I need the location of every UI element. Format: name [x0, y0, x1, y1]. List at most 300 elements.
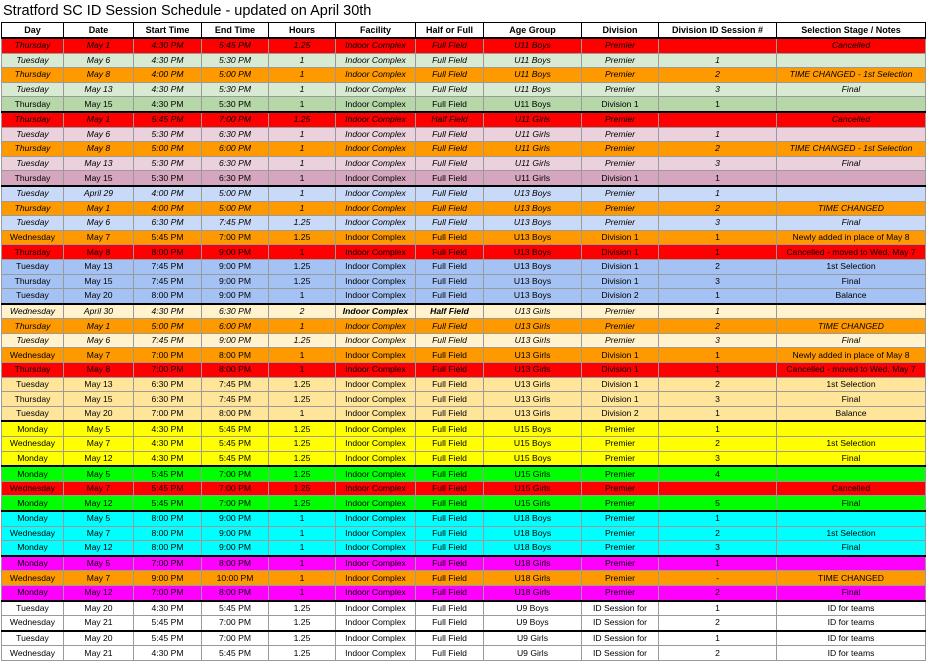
cell-age-group[interactable]: U13 Boys: [484, 245, 582, 260]
cell-facility[interactable]: Indoor Complex: [336, 646, 416, 661]
header-division[interactable]: Division: [582, 23, 659, 39]
cell-day[interactable]: Thursday: [2, 245, 64, 260]
cell-facility[interactable]: Indoor Complex: [336, 82, 416, 97]
cell-half-or-full[interactable]: Full Field: [416, 319, 484, 334]
cell-day[interactable]: Tuesday: [2, 377, 64, 392]
cell-half-or-full[interactable]: Full Field: [416, 171, 484, 186]
cell-end-time[interactable]: 9:00 PM: [202, 259, 269, 274]
cell-hours[interactable]: 1.25: [269, 38, 336, 53]
cell-day[interactable]: Tuesday: [2, 259, 64, 274]
cell-date[interactable]: May 7: [64, 230, 134, 245]
cell-division[interactable]: Premier: [582, 142, 659, 157]
cell-start-time[interactable]: 4:00 PM: [134, 68, 202, 83]
cell-division[interactable]: Premier: [582, 556, 659, 571]
cell-hours[interactable]: 1.25: [269, 274, 336, 289]
cell-division[interactable]: Premier: [582, 437, 659, 452]
cell-notes[interactable]: Final: [777, 496, 926, 511]
cell-end-time[interactable]: 7:00 PM: [202, 230, 269, 245]
cell-end-time[interactable]: 5:45 PM: [202, 601, 269, 616]
cell-hours[interactable]: 1.25: [269, 333, 336, 348]
cell-end-time[interactable]: 7:45 PM: [202, 392, 269, 407]
cell-end-time[interactable]: 5:00 PM: [202, 68, 269, 83]
cell-date[interactable]: May 7: [64, 481, 134, 496]
cell-date[interactable]: May 20: [64, 601, 134, 616]
cell-end-time[interactable]: 5:45 PM: [202, 38, 269, 53]
header-day[interactable]: Day: [2, 23, 64, 39]
cell-age-group[interactable]: U13 Boys: [484, 186, 582, 201]
cell-session-number[interactable]: 5: [659, 496, 777, 511]
cell-day[interactable]: Thursday: [2, 112, 64, 127]
cell-division[interactable]: Premier: [582, 201, 659, 216]
header-session-number[interactable]: Division ID Session #: [659, 23, 777, 39]
cell-hours[interactable]: 1.25: [269, 646, 336, 661]
cell-facility[interactable]: Indoor Complex: [336, 541, 416, 556]
cell-facility[interactable]: Indoor Complex: [336, 601, 416, 616]
cell-day[interactable]: Tuesday: [2, 82, 64, 97]
cell-half-or-full[interactable]: Full Field: [416, 38, 484, 53]
cell-age-group[interactable]: U11 Girls: [484, 142, 582, 157]
cell-notes[interactable]: [777, 171, 926, 186]
cell-end-time[interactable]: 5:45 PM: [202, 421, 269, 436]
cell-half-or-full[interactable]: Full Field: [416, 392, 484, 407]
cell-session-number[interactable]: 2: [659, 377, 777, 392]
cell-date[interactable]: May 1: [64, 201, 134, 216]
cell-half-or-full[interactable]: Full Field: [416, 571, 484, 586]
cell-session-number[interactable]: 1: [659, 245, 777, 260]
cell-start-time[interactable]: 5:30 PM: [134, 171, 202, 186]
cell-end-time[interactable]: 8:00 PM: [202, 348, 269, 363]
header-age-group[interactable]: Age Group: [484, 23, 582, 39]
cell-half-or-full[interactable]: Full Field: [416, 348, 484, 363]
cell-half-or-full[interactable]: Full Field: [416, 437, 484, 452]
cell-hours[interactable]: 1.25: [269, 421, 336, 436]
cell-session-number[interactable]: 1: [659, 511, 777, 526]
cell-hours[interactable]: 1.25: [269, 616, 336, 631]
cell-notes[interactable]: 1st Selection: [777, 526, 926, 541]
cell-session-number[interactable]: 1: [659, 363, 777, 378]
cell-session-number[interactable]: 1: [659, 304, 777, 319]
cell-facility[interactable]: Indoor Complex: [336, 511, 416, 526]
cell-age-group[interactable]: U13 Girls: [484, 348, 582, 363]
cell-age-group[interactable]: U9 Boys: [484, 601, 582, 616]
cell-facility[interactable]: Indoor Complex: [336, 245, 416, 260]
cell-day[interactable]: Tuesday: [2, 406, 64, 421]
cell-end-time[interactable]: 6:00 PM: [202, 142, 269, 157]
cell-division[interactable]: Division 1: [582, 377, 659, 392]
cell-hours[interactable]: 1: [269, 585, 336, 600]
cell-day[interactable]: Thursday: [2, 142, 64, 157]
cell-end-time[interactable]: 8:00 PM: [202, 556, 269, 571]
cell-facility[interactable]: Indoor Complex: [336, 481, 416, 496]
cell-hours[interactable]: 1: [269, 186, 336, 201]
cell-session-number[interactable]: 3: [659, 274, 777, 289]
cell-date[interactable]: May 6: [64, 53, 134, 68]
cell-half-or-full[interactable]: Full Field: [416, 142, 484, 157]
cell-session-number[interactable]: 4: [659, 466, 777, 481]
cell-day[interactable]: Monday: [2, 451, 64, 466]
cell-hours[interactable]: 1: [269, 127, 336, 142]
cell-session-number[interactable]: 1: [659, 289, 777, 304]
cell-age-group[interactable]: U13 Girls: [484, 333, 582, 348]
cell-start-time[interactable]: 4:30 PM: [134, 451, 202, 466]
cell-day[interactable]: Thursday: [2, 392, 64, 407]
cell-age-group[interactable]: U15 Girls: [484, 496, 582, 511]
cell-day[interactable]: Thursday: [2, 97, 64, 112]
cell-hours[interactable]: 1: [269, 556, 336, 571]
cell-hours[interactable]: 1: [269, 511, 336, 526]
cell-start-time[interactable]: 5:45 PM: [134, 112, 202, 127]
cell-half-or-full[interactable]: Full Field: [416, 585, 484, 600]
cell-age-group[interactable]: U11 Boys: [484, 53, 582, 68]
cell-start-time[interactable]: 4:30 PM: [134, 97, 202, 112]
cell-notes[interactable]: Final: [777, 82, 926, 97]
cell-start-time[interactable]: 8:00 PM: [134, 511, 202, 526]
cell-hours[interactable]: 1: [269, 571, 336, 586]
cell-notes[interactable]: [777, 53, 926, 68]
cell-notes[interactable]: Final: [777, 541, 926, 556]
cell-end-time[interactable]: 6:00 PM: [202, 319, 269, 334]
cell-age-group[interactable]: U15 Boys: [484, 437, 582, 452]
cell-facility[interactable]: Indoor Complex: [336, 127, 416, 142]
cell-date[interactable]: May 12: [64, 585, 134, 600]
cell-age-group[interactable]: U13 Girls: [484, 377, 582, 392]
cell-half-or-full[interactable]: Full Field: [416, 97, 484, 112]
cell-facility[interactable]: Indoor Complex: [336, 466, 416, 481]
cell-session-number[interactable]: 2: [659, 259, 777, 274]
cell-age-group[interactable]: U18 Boys: [484, 526, 582, 541]
cell-hours[interactable]: 1: [269, 541, 336, 556]
cell-division[interactable]: Premier: [582, 571, 659, 586]
cell-end-time[interactable]: 5:45 PM: [202, 451, 269, 466]
cell-date[interactable]: May 7: [64, 437, 134, 452]
cell-notes[interactable]: Final: [777, 333, 926, 348]
cell-division[interactable]: Premier: [582, 38, 659, 53]
cell-division[interactable]: Premier: [582, 216, 659, 231]
cell-notes[interactable]: ID for teams: [777, 601, 926, 616]
cell-hours[interactable]: 1.25: [269, 631, 336, 646]
cell-end-time[interactable]: 5:30 PM: [202, 82, 269, 97]
cell-division[interactable]: ID Session for: [582, 646, 659, 661]
cell-start-time[interactable]: 4:30 PM: [134, 53, 202, 68]
cell-end-time[interactable]: 9:00 PM: [202, 541, 269, 556]
cell-notes[interactable]: [777, 304, 926, 319]
cell-end-time[interactable]: 7:45 PM: [202, 377, 269, 392]
cell-day[interactable]: Monday: [2, 466, 64, 481]
cell-hours[interactable]: 1.25: [269, 481, 336, 496]
cell-age-group[interactable]: U13 Boys: [484, 274, 582, 289]
cell-division[interactable]: Premier: [582, 481, 659, 496]
cell-start-time[interactable]: 5:45 PM: [134, 616, 202, 631]
cell-facility[interactable]: Indoor Complex: [336, 171, 416, 186]
cell-start-time[interactable]: 5:45 PM: [134, 230, 202, 245]
cell-start-time[interactable]: 7:00 PM: [134, 556, 202, 571]
cell-notes[interactable]: Cancelled: [777, 38, 926, 53]
cell-division[interactable]: Premier: [582, 68, 659, 83]
cell-notes[interactable]: Final: [777, 274, 926, 289]
cell-end-time[interactable]: 6:30 PM: [202, 156, 269, 171]
cell-hours[interactable]: 1.25: [269, 466, 336, 481]
cell-session-number[interactable]: 3: [659, 541, 777, 556]
cell-start-time[interactable]: 6:30 PM: [134, 216, 202, 231]
cell-end-time[interactable]: 7:00 PM: [202, 112, 269, 127]
cell-half-or-full[interactable]: Full Field: [416, 526, 484, 541]
cell-notes[interactable]: TIME CHANGED: [777, 319, 926, 334]
cell-half-or-full[interactable]: Full Field: [416, 363, 484, 378]
cell-hours[interactable]: 1: [269, 526, 336, 541]
cell-age-group[interactable]: U15 Girls: [484, 481, 582, 496]
cell-facility[interactable]: Indoor Complex: [336, 631, 416, 646]
cell-division[interactable]: Premier: [582, 541, 659, 556]
header-notes[interactable]: Selection Stage / Notes: [777, 23, 926, 39]
cell-session-number[interactable]: 2: [659, 142, 777, 157]
cell-session-number[interactable]: 2: [659, 526, 777, 541]
cell-hours[interactable]: 1: [269, 245, 336, 260]
cell-date[interactable]: May 5: [64, 556, 134, 571]
cell-session-number[interactable]: 1: [659, 186, 777, 201]
cell-date[interactable]: April 29: [64, 186, 134, 201]
cell-division[interactable]: ID Session for: [582, 631, 659, 646]
cell-notes[interactable]: 1st Selection: [777, 377, 926, 392]
cell-date[interactable]: May 7: [64, 571, 134, 586]
cell-end-time[interactable]: 9:00 PM: [202, 526, 269, 541]
cell-hours[interactable]: 1: [269, 97, 336, 112]
cell-day[interactable]: Monday: [2, 541, 64, 556]
cell-day[interactable]: Tuesday: [2, 156, 64, 171]
cell-hours[interactable]: 1.25: [269, 496, 336, 511]
cell-age-group[interactable]: U11 Girls: [484, 112, 582, 127]
cell-division[interactable]: Premier: [582, 156, 659, 171]
cell-day[interactable]: Wednesday: [2, 646, 64, 661]
cell-notes[interactable]: [777, 127, 926, 142]
cell-age-group[interactable]: U15 Boys: [484, 451, 582, 466]
cell-date[interactable]: May 6: [64, 216, 134, 231]
cell-facility[interactable]: Indoor Complex: [336, 186, 416, 201]
cell-half-or-full[interactable]: Full Field: [416, 646, 484, 661]
cell-end-time[interactable]: 6:30 PM: [202, 304, 269, 319]
cell-notes[interactable]: TIME CHANGED - 1st Selection: [777, 68, 926, 83]
cell-half-or-full[interactable]: Full Field: [416, 274, 484, 289]
cell-half-or-full[interactable]: Full Field: [416, 289, 484, 304]
cell-facility[interactable]: Indoor Complex: [336, 230, 416, 245]
cell-start-time[interactable]: 5:30 PM: [134, 127, 202, 142]
cell-date[interactable]: May 5: [64, 421, 134, 436]
header-hours[interactable]: Hours: [269, 23, 336, 39]
cell-facility[interactable]: Indoor Complex: [336, 392, 416, 407]
cell-half-or-full[interactable]: Full Field: [416, 466, 484, 481]
cell-facility[interactable]: Indoor Complex: [336, 274, 416, 289]
cell-division[interactable]: ID Session for: [582, 601, 659, 616]
cell-facility[interactable]: Indoor Complex: [336, 526, 416, 541]
cell-notes[interactable]: Final: [777, 216, 926, 231]
cell-day[interactable]: Monday: [2, 511, 64, 526]
cell-hours[interactable]: 1.25: [269, 437, 336, 452]
cell-day[interactable]: Tuesday: [2, 631, 64, 646]
cell-hours[interactable]: 1: [269, 319, 336, 334]
cell-half-or-full[interactable]: Full Field: [416, 481, 484, 496]
cell-date[interactable]: May 1: [64, 112, 134, 127]
cell-end-time[interactable]: 6:30 PM: [202, 127, 269, 142]
cell-half-or-full[interactable]: Full Field: [416, 53, 484, 68]
cell-facility[interactable]: Indoor Complex: [336, 216, 416, 231]
cell-session-number[interactable]: 1: [659, 127, 777, 142]
cell-notes[interactable]: [777, 556, 926, 571]
cell-hours[interactable]: 1.25: [269, 259, 336, 274]
cell-hours[interactable]: 1: [269, 171, 336, 186]
cell-day[interactable]: Tuesday: [2, 216, 64, 231]
cell-start-time[interactable]: 8:00 PM: [134, 526, 202, 541]
cell-hours[interactable]: 1: [269, 82, 336, 97]
cell-division[interactable]: Division 2: [582, 406, 659, 421]
cell-start-time[interactable]: 5:45 PM: [134, 481, 202, 496]
cell-date[interactable]: May 20: [64, 406, 134, 421]
cell-age-group[interactable]: U13 Girls: [484, 406, 582, 421]
cell-end-time[interactable]: 8:00 PM: [202, 585, 269, 600]
cell-date[interactable]: May 21: [64, 646, 134, 661]
cell-date[interactable]: May 12: [64, 541, 134, 556]
cell-day[interactable]: Tuesday: [2, 601, 64, 616]
cell-division[interactable]: Premier: [582, 496, 659, 511]
cell-start-time[interactable]: 5:45 PM: [134, 466, 202, 481]
cell-date[interactable]: May 13: [64, 259, 134, 274]
cell-age-group[interactable]: U11 Boys: [484, 68, 582, 83]
cell-division[interactable]: Premier: [582, 319, 659, 334]
cell-start-time[interactable]: 5:30 PM: [134, 156, 202, 171]
cell-hours[interactable]: 1: [269, 68, 336, 83]
cell-day[interactable]: Wednesday: [2, 304, 64, 319]
cell-notes[interactable]: Final: [777, 451, 926, 466]
cell-date[interactable]: May 15: [64, 171, 134, 186]
cell-session-number[interactable]: [659, 481, 777, 496]
cell-facility[interactable]: Indoor Complex: [336, 451, 416, 466]
cell-division[interactable]: Premier: [582, 112, 659, 127]
cell-date[interactable]: May 6: [64, 127, 134, 142]
cell-half-or-full[interactable]: Full Field: [416, 541, 484, 556]
cell-half-or-full[interactable]: Full Field: [416, 511, 484, 526]
cell-facility[interactable]: Indoor Complex: [336, 304, 416, 319]
cell-session-number[interactable]: [659, 112, 777, 127]
cell-session-number[interactable]: [659, 38, 777, 53]
cell-date[interactable]: May 15: [64, 392, 134, 407]
cell-end-time[interactable]: 9:00 PM: [202, 245, 269, 260]
cell-session-number[interactable]: 3: [659, 392, 777, 407]
cell-end-time[interactable]: 5:00 PM: [202, 201, 269, 216]
cell-session-number[interactable]: -: [659, 571, 777, 586]
cell-end-time[interactable]: 7:00 PM: [202, 616, 269, 631]
cell-session-number[interactable]: 1: [659, 601, 777, 616]
header-date[interactable]: Date: [64, 23, 134, 39]
cell-date[interactable]: May 1: [64, 38, 134, 53]
cell-day[interactable]: Monday: [2, 585, 64, 600]
cell-start-time[interactable]: 4:00 PM: [134, 201, 202, 216]
cell-notes[interactable]: TIME CHANGED: [777, 571, 926, 586]
cell-age-group[interactable]: U9 Girls: [484, 631, 582, 646]
cell-day[interactable]: Thursday: [2, 68, 64, 83]
cell-day[interactable]: Wednesday: [2, 571, 64, 586]
cell-division[interactable]: Premier: [582, 333, 659, 348]
cell-date[interactable]: May 8: [64, 363, 134, 378]
cell-half-or-full[interactable]: Half Field: [416, 304, 484, 319]
cell-start-time[interactable]: 4:00 PM: [134, 186, 202, 201]
cell-facility[interactable]: Indoor Complex: [336, 363, 416, 378]
cell-hours[interactable]: 1: [269, 142, 336, 157]
cell-day[interactable]: Tuesday: [2, 333, 64, 348]
cell-facility[interactable]: Indoor Complex: [336, 585, 416, 600]
cell-date[interactable]: May 6: [64, 333, 134, 348]
cell-session-number[interactable]: 2: [659, 319, 777, 334]
cell-age-group[interactable]: U9 Boys: [484, 616, 582, 631]
cell-division[interactable]: Division 1: [582, 230, 659, 245]
cell-age-group[interactable]: U11 Boys: [484, 38, 582, 53]
cell-day[interactable]: Thursday: [2, 319, 64, 334]
cell-hours[interactable]: 2: [269, 304, 336, 319]
cell-end-time[interactable]: 7:45 PM: [202, 216, 269, 231]
cell-notes[interactable]: Balance: [777, 406, 926, 421]
cell-hours[interactable]: 1.25: [269, 230, 336, 245]
cell-division[interactable]: Premier: [582, 53, 659, 68]
cell-end-time[interactable]: 7:00 PM: [202, 466, 269, 481]
cell-division[interactable]: Premier: [582, 466, 659, 481]
cell-facility[interactable]: Indoor Complex: [336, 142, 416, 157]
cell-division[interactable]: Premier: [582, 127, 659, 142]
cell-age-group[interactable]: U13 Girls: [484, 304, 582, 319]
cell-session-number[interactable]: 1: [659, 421, 777, 436]
cell-half-or-full[interactable]: Full Field: [416, 259, 484, 274]
cell-age-group[interactable]: U11 Boys: [484, 97, 582, 112]
cell-day[interactable]: Monday: [2, 496, 64, 511]
cell-day[interactable]: Monday: [2, 421, 64, 436]
cell-age-group[interactable]: U13 Boys: [484, 259, 582, 274]
cell-notes[interactable]: Cancelled: [777, 481, 926, 496]
cell-end-time[interactable]: 9:00 PM: [202, 511, 269, 526]
cell-day[interactable]: Thursday: [2, 38, 64, 53]
cell-age-group[interactable]: U13 Boys: [484, 216, 582, 231]
cell-date[interactable]: May 1: [64, 319, 134, 334]
cell-division[interactable]: Division 1: [582, 97, 659, 112]
cell-age-group[interactable]: U13 Boys: [484, 201, 582, 216]
cell-start-time[interactable]: 5:45 PM: [134, 496, 202, 511]
cell-facility[interactable]: Indoor Complex: [336, 571, 416, 586]
cell-division[interactable]: Division 1: [582, 259, 659, 274]
cell-facility[interactable]: Indoor Complex: [336, 68, 416, 83]
cell-start-time[interactable]: 7:00 PM: [134, 406, 202, 421]
header-start-time[interactable]: Start Time: [134, 23, 202, 39]
cell-facility[interactable]: Indoor Complex: [336, 348, 416, 363]
cell-end-time[interactable]: 7:00 PM: [202, 631, 269, 646]
cell-session-number[interactable]: 3: [659, 82, 777, 97]
cell-start-time[interactable]: 4:30 PM: [134, 82, 202, 97]
cell-date[interactable]: May 8: [64, 68, 134, 83]
cell-division[interactable]: Premier: [582, 186, 659, 201]
cell-facility[interactable]: Indoor Complex: [336, 616, 416, 631]
cell-session-number[interactable]: 2: [659, 68, 777, 83]
cell-age-group[interactable]: U13 Girls: [484, 319, 582, 334]
cell-date[interactable]: May 12: [64, 496, 134, 511]
cell-notes[interactable]: 1st Selection: [777, 437, 926, 452]
cell-age-group[interactable]: U18 Girls: [484, 571, 582, 586]
cell-half-or-full[interactable]: Full Field: [416, 245, 484, 260]
cell-session-number[interactable]: 1: [659, 348, 777, 363]
cell-half-or-full[interactable]: Full Field: [416, 421, 484, 436]
cell-day[interactable]: Wednesday: [2, 526, 64, 541]
cell-end-time[interactable]: 5:30 PM: [202, 53, 269, 68]
cell-age-group[interactable]: U11 Girls: [484, 171, 582, 186]
cell-start-time[interactable]: 8:00 PM: [134, 289, 202, 304]
cell-start-time[interactable]: 4:30 PM: [134, 437, 202, 452]
cell-age-group[interactable]: U18 Boys: [484, 511, 582, 526]
cell-hours[interactable]: 1: [269, 406, 336, 421]
cell-notes[interactable]: ID for teams: [777, 616, 926, 631]
cell-half-or-full[interactable]: Full Field: [416, 333, 484, 348]
